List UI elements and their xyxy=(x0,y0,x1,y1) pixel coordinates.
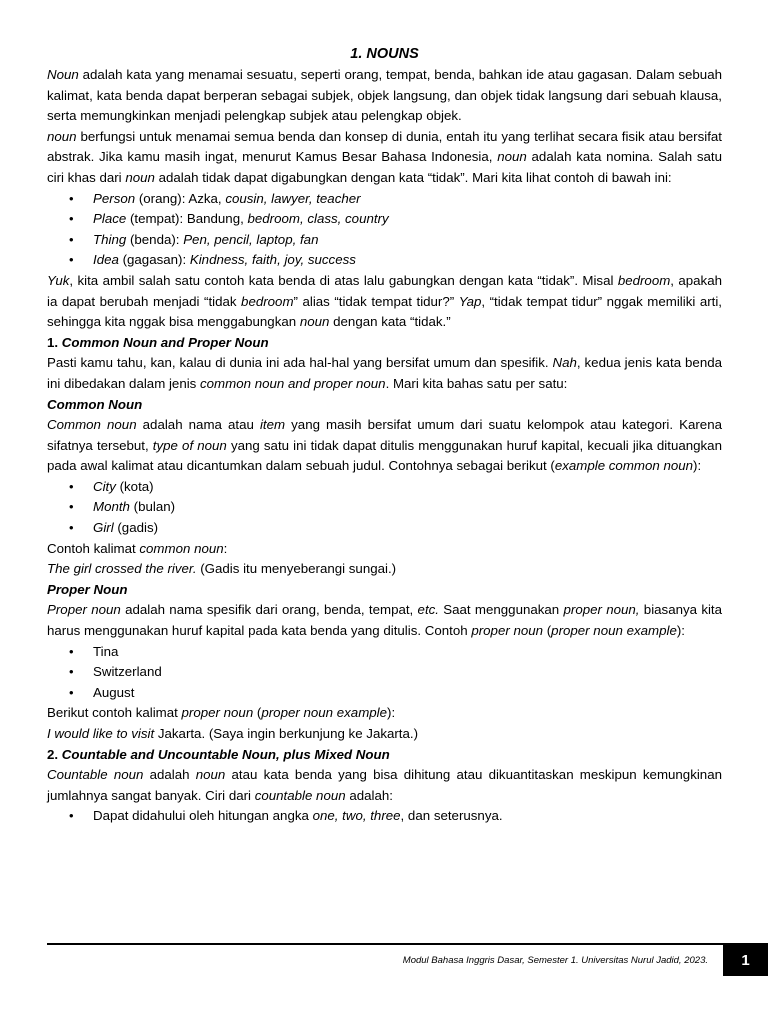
paragraph-proper-sentence: I would like to visit Jakarta. (Saya ingin berkunjung ke Jakarta.) xyxy=(47,726,419,741)
noun-examples-list xyxy=(47,189,722,271)
paragraph-countable-noun: Countable noun adalah noun atau kata benda yang bisa dihitung atau dikuantitaskan meskipun kemungkinan jumlahnya sangat banyak. Ciri dari countable noun adalah: xyxy=(47,767,722,803)
list-item: • Dapat didahului oleh hitungan angka one, two, three, dan seterusnya. xyxy=(93,806,722,827)
subheading-common-noun: Common Noun xyxy=(47,396,143,412)
common-noun-list xyxy=(47,477,722,539)
list-item: • August xyxy=(93,683,722,704)
document-page xyxy=(47,44,722,827)
list-item: • Thing (benda): Pen, pencil, laptop, fan xyxy=(93,230,722,251)
footer-rule xyxy=(47,943,723,945)
paragraph-common-proper-intro: Pasti kamu tahu, kan, kalau di dunia ini ada hal-hal yang bersifat umum dan spesifik. Nah, kedua jenis kata benda ini dibedakan dalam jenis common noun and proper noun. Mari kita bahas satu per satu: xyxy=(47,355,723,391)
page-title: 1. NOUNS xyxy=(350,46,419,62)
footer-text: Modul Bahasa Inggris Dasar, Semester 1. Universitas Nurul Jadid, 2023. xyxy=(402,955,708,966)
subheading-proper-noun: Proper Noun xyxy=(47,581,128,597)
list-item: • Girl (gadis) xyxy=(93,518,722,539)
paragraph-noun-definition: Noun adalah kata yang menamai sesuatu, seperti orang, tempat, benda, bahkan ide atau gagasan. Dalam sebuah kalimat, kata benda dapat berperan sebagai subjek, objek langsung, dan objek tidak langsung dari sebuah klausa, serta memungkinkan menjadi pelengkap subjek atau pelengkap objek. xyxy=(47,67,722,124)
page-number: 1 xyxy=(723,943,768,976)
paragraph-noun-function: noun berfungsi untuk menamai semua benda dan konsep di dunia, entah itu yang terlihat secara fisik atau bersifat abstrak. Jika kamu masih ingat, menurut Kamus Besar Bahasa Indonesia, noun adalah kata nomina. Salah satu ciri khas dari noun adalah tidak dapat digabungkan dengan kata “tidak”. Mari kita lihat contoh di bawah ini: xyxy=(47,128,722,185)
list-item: • Month (bulan) xyxy=(93,497,722,518)
paragraph-proper-sentence-label: Berikut contoh kalimat proper noun (proper noun example): xyxy=(47,705,396,721)
proper-noun-list xyxy=(47,642,722,704)
list-item: • Idea (gagasan): Kindness, faith, joy, success xyxy=(93,250,722,271)
list-item: • Switzerland xyxy=(93,662,722,683)
paragraph-common-noun: Common noun adalah nama atau item yang masih bersifat umum dari suatu kelompok atau kategori. Karena sifatnya tersebut, type of noun yang satu ini tidak dapat ditulis menggunakan huruf kapital, kecuali jika dituangkan pada awal kalimat atau dicantumkan dalam sebuah judul. Contohnya sebagai berikut (example common noun): xyxy=(47,417,722,474)
list-item: • Tina xyxy=(93,642,722,663)
paragraph-common-sentence: The girl crossed the river. (Gadis itu menyeberangi sungai.) xyxy=(47,561,397,577)
list-item: • Place (tempat): Bandung, bedroom, class, country xyxy=(93,209,722,230)
paragraph-tidak-test: Yuk, kita ambil salah satu contoh kata benda di atas lalu gabungkan dengan kata “tidak”. Misal bedroom, apakah ia dapat berubah menjadi “tidak bedroom” alias “tidak tempat tidur?” Yap, “tidak tempat tidur” nggak memiliki arti, sehingga kita nggak bisa menggabungkan noun dengan kata “tidak.” xyxy=(47,272,722,330)
countable-noun-list xyxy=(47,806,722,827)
paragraph-common-sentence-label: Contoh kalimat common noun: xyxy=(47,540,228,556)
section-heading-countable: 2. Countable and Uncountable Noun, plus Mixed Noun xyxy=(47,746,390,762)
paragraph-proper-noun: Proper noun adalah nama spesifik dari orang, benda, tempat, etc. Saat menggunakan proper noun, biasanya kita harus menggunakan huruf kapital pada kata benda yang ditulis. Contoh proper noun (proper noun example): xyxy=(47,602,723,639)
section-heading-common-proper: 1. Common Noun and Proper Noun xyxy=(47,334,269,350)
list-item: • City (kota) xyxy=(93,477,722,498)
list-item: • Person (orang): Azka, cousin, lawyer, teacher xyxy=(93,189,722,210)
